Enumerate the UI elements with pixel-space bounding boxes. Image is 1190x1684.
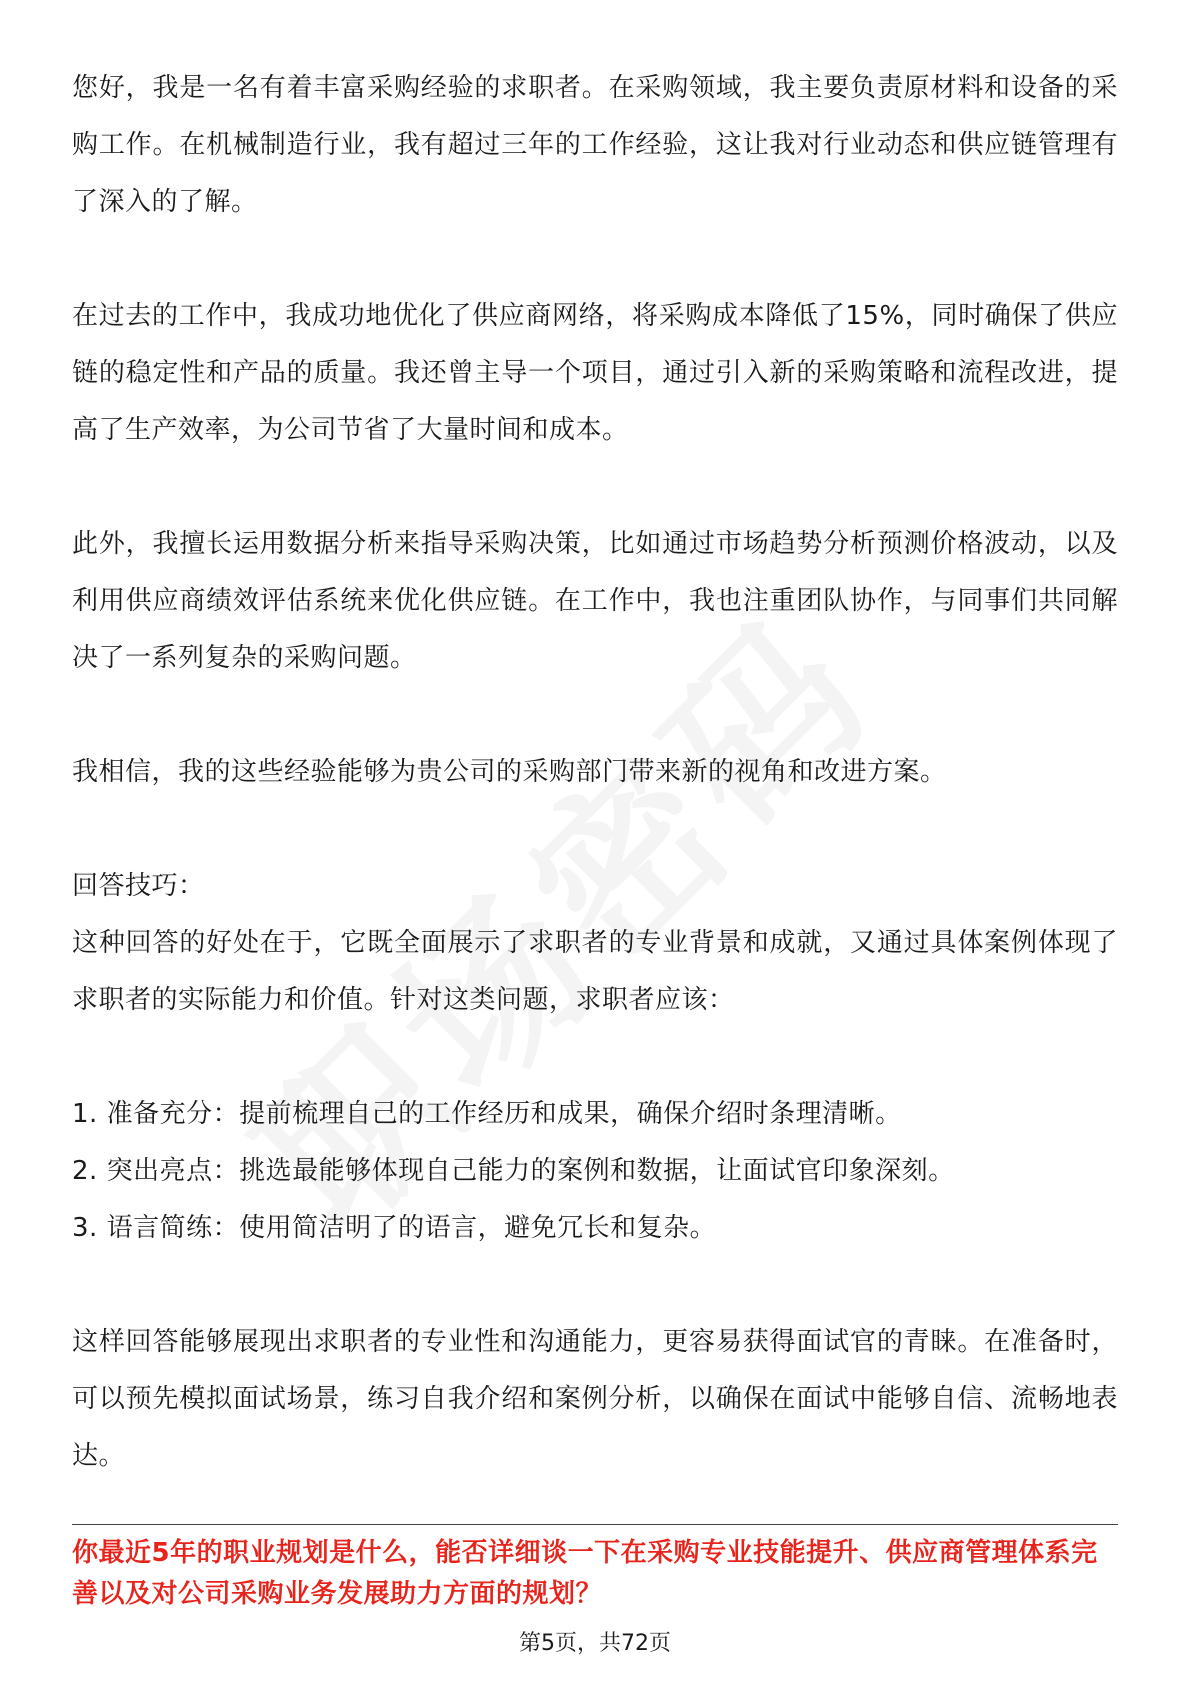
answer-paragraph-1: 您好，我是一名有着丰富采购经验的求职者。在采购领域，我主要负责原材料和设备的采购工作。在机械制造行业，我有超过三年的工作经验，这让我对行业动态和供应链管理有了深入的了解。 [72, 73, 1118, 217]
tips-intro: 这种回答的好处在于，它既全面展示了求职者的专业背景和成就，又通过具体案例体现了求职者的实际能力和价值。针对这类问题，求职者应该： [72, 928, 1118, 1015]
next-question: 你最近5年的职业规划是什么，能否详细谈一下在采购专业技能提升、供应商管理体系完善以及对公司采购业务发展助力方面的规划？ [72, 1538, 1098, 1609]
tips-conclusion: 这样回答能够展现出求职者的专业性和沟通能力，更容易获得面试官的青睐。在准备时，可以预先模拟面试场景，练习自我介绍和案例分析，以确保在面试中能够自信、流畅地表达。 [72, 1327, 1118, 1471]
tips-item-3: 3. 语言简练：使用简洁明了的语言，避免冗长和复杂。 [72, 1213, 717, 1243]
tips-item-1: 1. 准备充分：提前梳理自己的工作经历和成果，确保介绍时条理清晰。 [72, 1099, 902, 1129]
answer-paragraph-3: 此外，我擅长运用数据分析来指导采购决策，比如通过市场趋势分析预测价格波动，以及利用供应商绩效评估系统来优化供应链。在工作中，我也注重团队协作，与同事们共同解决了一系列复杂的采购问题。 [72, 529, 1118, 673]
page-number: 第5页，共72页 [519, 1631, 671, 1656]
answer-content [72, 60, 1118, 1485]
section-divider [72, 1524, 1118, 1525]
answer-paragraph-2: 在过去的工作中，我成功地优化了供应商网络，将采购成本降低了15%，同时确保了供应链的稳定性和产品的质量。我还曾主导一个项目，通过引入新的采购策略和流程改进，提高了生产效率，为公司节省了大量时间和成本。 [72, 301, 1118, 445]
answer-paragraph-4: 我相信，我的这些经验能够为贵公司的采购部门带来新的视角和改进方案。 [72, 757, 947, 787]
tips-heading: 回答技巧： [72, 871, 205, 901]
tips-item-2: 2. 突出亮点：挑选最能够体现自己能力的案例和数据，让面试官印象深刻。 [72, 1156, 955, 1186]
